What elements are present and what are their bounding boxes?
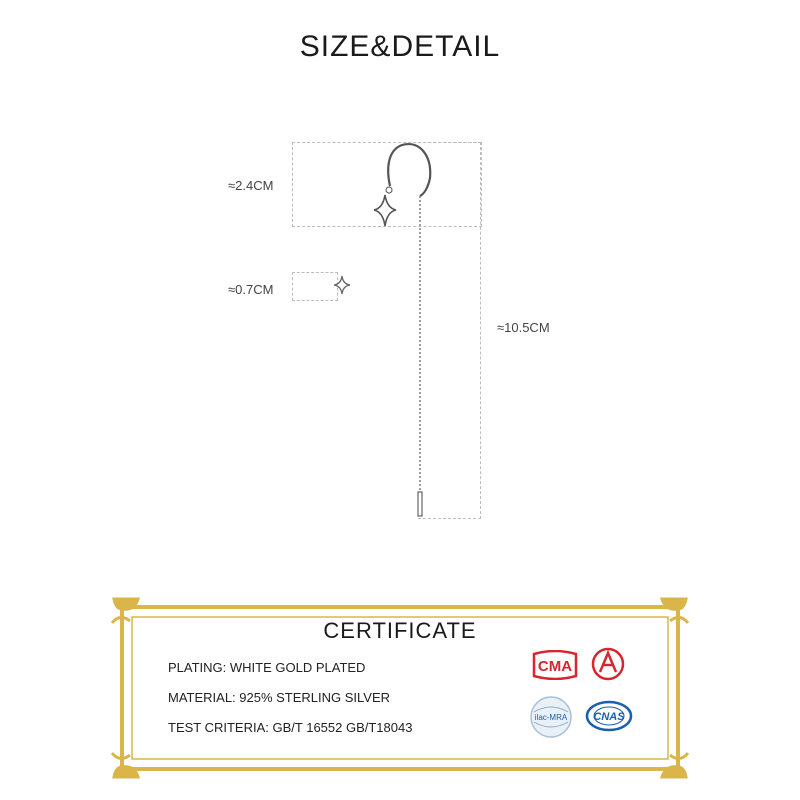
- test-criteria-line: TEST CRITERIA: GB/T 16552 GB/T18043: [168, 720, 413, 735]
- cal-logo: [588, 646, 628, 682]
- ear-hook: [388, 144, 430, 196]
- page-title: SIZE&DETAIL: [299, 30, 501, 63]
- total-length-label: ≈10.5CM: [497, 320, 550, 335]
- hook-height-label: ≈2.4CM: [228, 178, 274, 193]
- connector-ring: [386, 187, 392, 193]
- star-charm: [374, 195, 396, 226]
- star-reference: [334, 276, 350, 294]
- svg-text:ilac-MRA: ilac-MRA: [534, 713, 568, 722]
- certificate-title: CERTIFICATE: [323, 618, 477, 643]
- cnas-logo: [584, 696, 634, 736]
- star-size-label: ≈0.7CM: [228, 282, 274, 297]
- chain-end-bar: [418, 492, 422, 516]
- svg-text:CNAS: CNAS: [593, 711, 625, 723]
- svg-text:CMA: CMA: [537, 658, 573, 675]
- plating-line: PLATING: WHITE GOLD PLATED: [168, 660, 366, 675]
- material-line: MATERIAL: 925% STERLING SILVER: [168, 690, 391, 705]
- ilac-mra-logo: [528, 694, 574, 740]
- cma-logo: [530, 650, 580, 680]
